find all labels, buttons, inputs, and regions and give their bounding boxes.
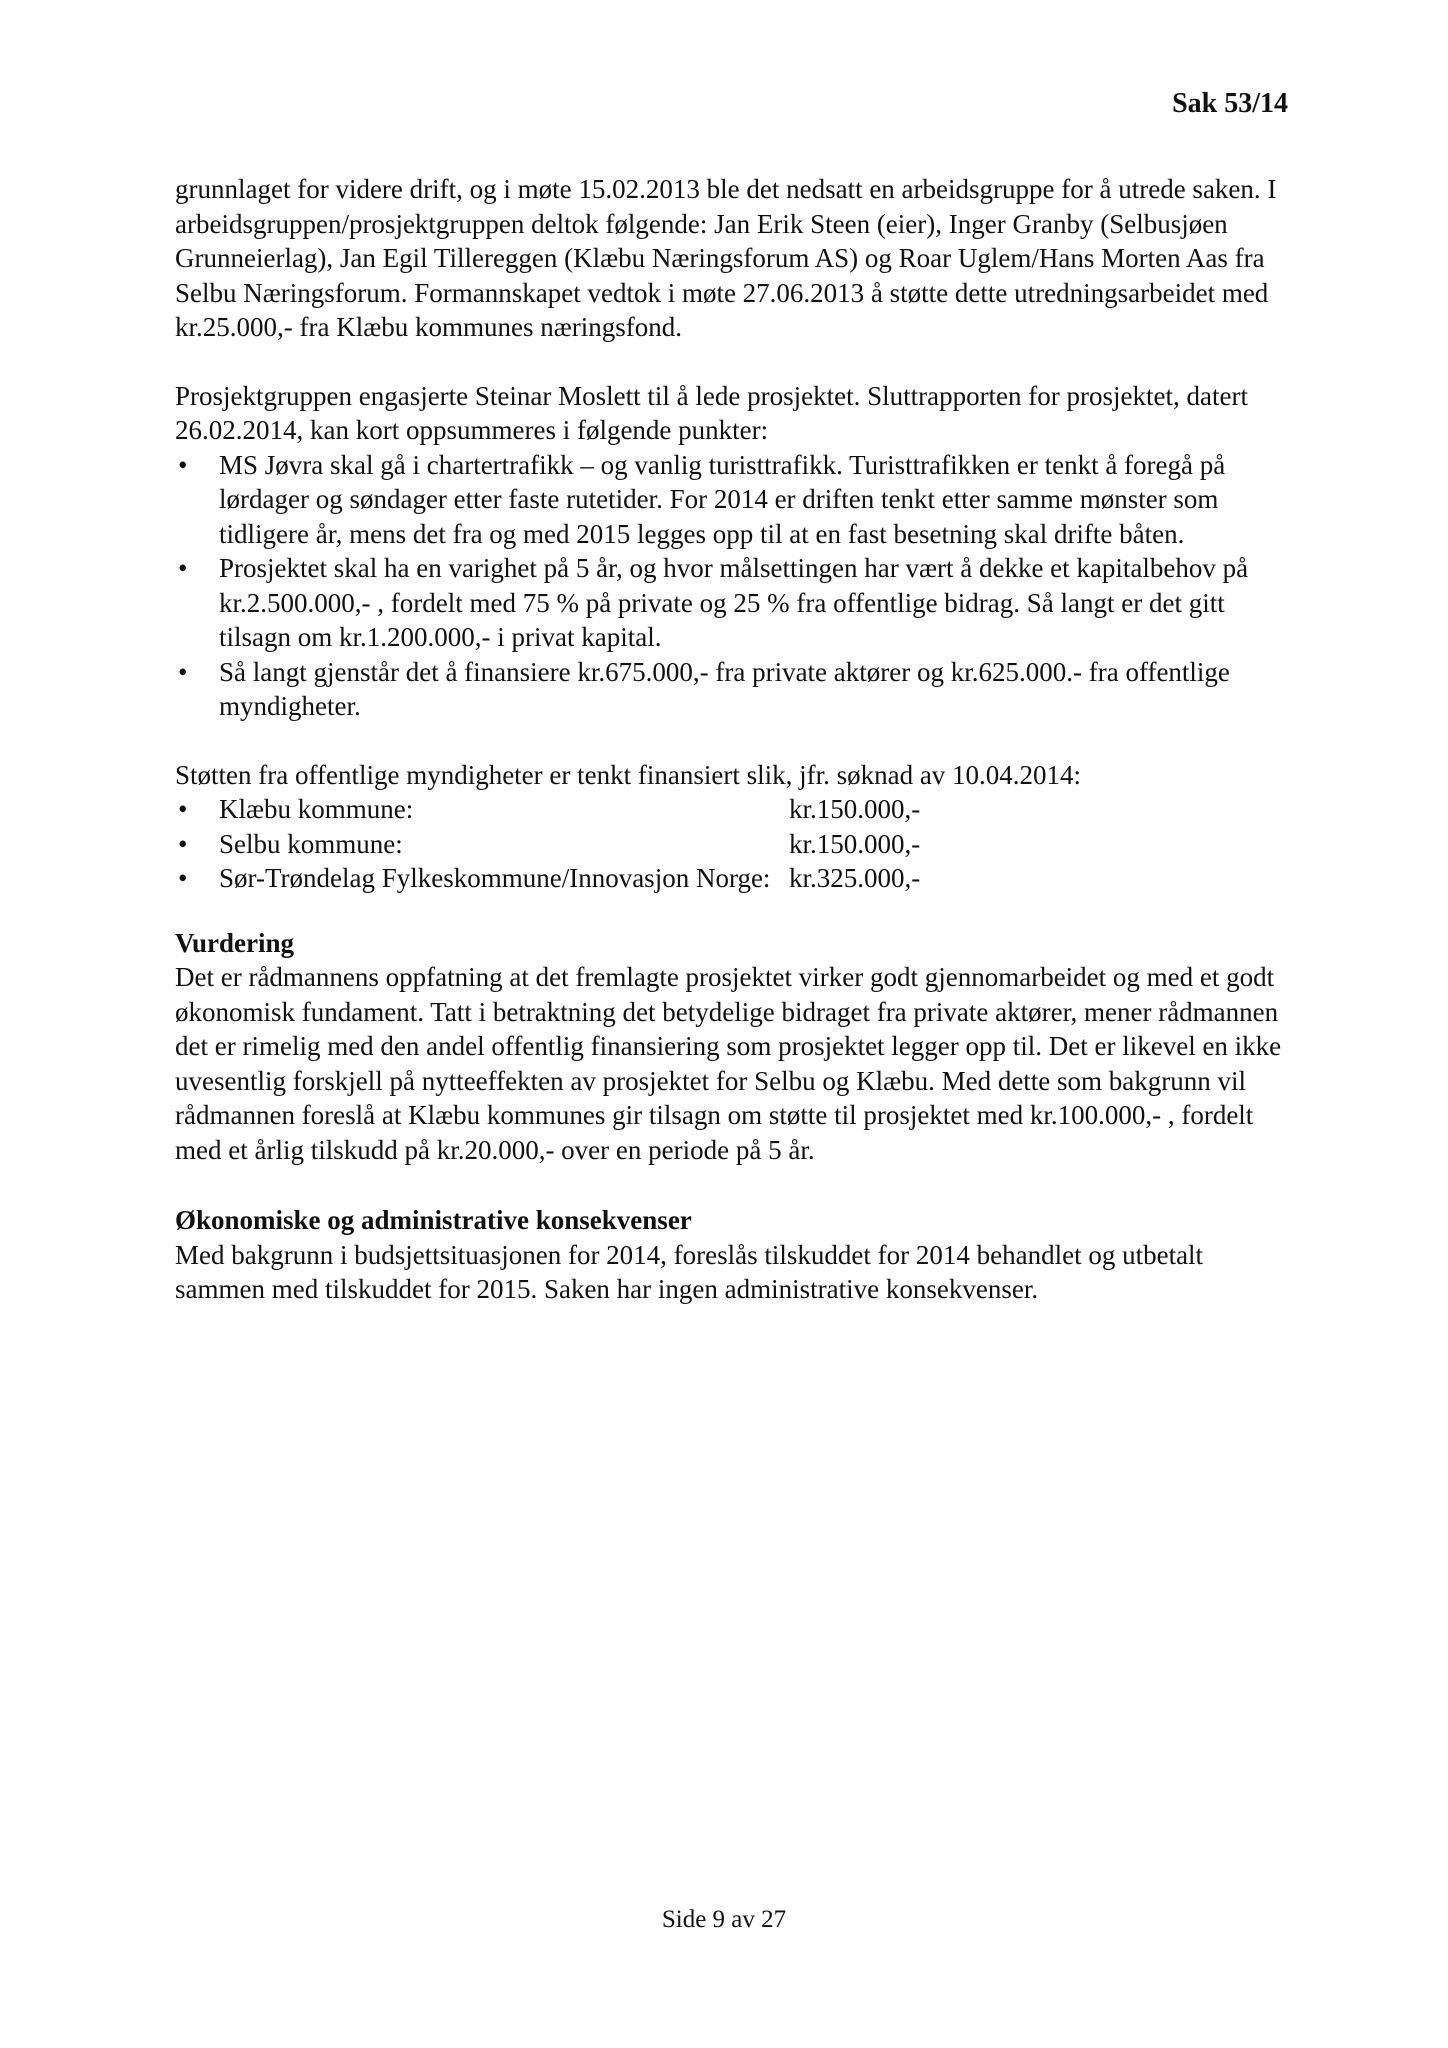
funding-label: • Klæbu kommune: — [219, 794, 414, 824]
consequences-heading: Økonomiske og administrative konsekvenser — [175, 1205, 692, 1235]
assessment-heading: Vurdering — [175, 927, 295, 958]
funding-amount: kr.150.000,- — [789, 794, 921, 824]
case-number: Sak 53/14 — [1172, 88, 1288, 119]
list-item — [175, 827, 1290, 862]
paragraph-funding-intro: Støtten fra offentlige myndigheter er tenkt finansiert slik, jfr. søknad av 10.04.2014: — [175, 759, 1082, 790]
assessment-text: Det er rådmannens oppfatning at det fremlagte prosjektet virker godt gjennomarbeidet og med et godt økonomisk fundament. Tatt i betraktning det betydelige bidraget fra private aktører, mener rådmannen det er rimelig med den andel offentlig finansiering som prosjektet legger opp til. Det er likevel en ikke uvesentlig forskjell på nytteeffekten av prosjektet for Selbu og Klæbu. Med dette som bakgrunn vil rådmannen foreslå at Klæbu kommunes gir tilsagn om støtte til prosjektet med kr.100.000,- , fordelt med et årlig tilskudd på kr.20.000,- over en periode på 5 år. — [175, 962, 1282, 1165]
list-item: • MS Jøvra skal gå i chartertrafikk – og vanlig turisttrafikk. Turisttrafikken er tenkt å foregå på lørdager og søndager etter faste rutetider. For 2014 er driften tenkt etter samme mønster som tidligere år, mens det fra og med 2015 legges opp til at en fast besetning skal drifte båten. — [175, 448, 1290, 552]
list-item — [175, 861, 1290, 896]
funding-amount: kr.150.000,- — [789, 828, 921, 859]
list-item — [175, 792, 1290, 827]
consequences-text: Med bakgrunn i budsjettsituasjonen for 2014, foreslås tilskuddet for 2014 behandlet og utbetalt sammen med tilskuddet for 2015. Saken har ingen administrative konsekvenser. — [175, 1239, 1204, 1304]
funding-label: • Sør-Trøndelag Fylkeskommune/Innovasjon Norge: — [219, 863, 771, 893]
list-item: • Så langt gjenstår det å finansiere kr.675.000,- fra private aktører og kr.625.000.- fra offentlige myndigheter. — [175, 655, 1290, 724]
summary-list — [175, 448, 1290, 724]
funding-amount: kr.325.000,- — [789, 863, 921, 893]
page-number: Side 9 av 27 — [661, 1906, 787, 1933]
list-item: • Prosjektet skal ha en varighet på 5 år, og hvor målsettingen har vært å dekke et kapitalbehov på kr.2.500.000,- , fordelt med 75 % på private og 25 % fra offentlige bidrag. Så langt er det gitt tilsagn om kr.1.200.000,- i privat kapital. — [175, 551, 1290, 655]
paragraph-background: grunnlaget for videre drift, og i møte 15.02.2013 ble det nedsatt en arbeidsgruppe for å utrede saken. I arbeidsgruppen/prosjektgruppen deltok følgende: Jan Erik Steen (eier), Inger Granby (Selbusjøen Grunneierlag), Jan Egil Tillereggen (Klæbu Næringsforum AS) og Roar Uglem/Hans Morten Aas fra Selbu Næringsforum. Formannskapet vedtok i møte 27.06.2013 å støtte dette utredningsarbeidet med kr.25.000,- fra Klæbu kommunes næringsfond. — [175, 174, 1277, 342]
document-body — [175, 172, 1290, 1307]
paragraph-project-intro: Prosjektgruppen engasjerte Steinar Moslett til å lede prosjektet. Sluttrapporten for prosjektet, datert 26.02.2014, kan kort oppsummeres i følgende punkter: — [175, 380, 1248, 445]
funding-list — [175, 792, 1290, 896]
funding-label: • Selbu kommune: — [219, 828, 403, 859]
